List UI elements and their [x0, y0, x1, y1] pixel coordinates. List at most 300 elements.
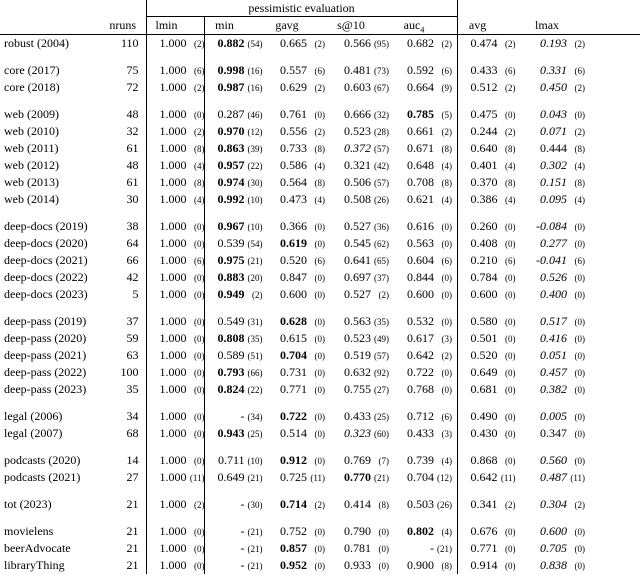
cell-count: (4): [194, 195, 205, 205]
row-label: deep-docs (2019): [4, 219, 88, 233]
table-row: [0, 174, 640, 191]
cell-value: 0.604: [407, 253, 434, 267]
table-row: [0, 106, 640, 123]
cell-count: (0): [194, 544, 205, 554]
cell-value: 0.560: [540, 453, 568, 467]
group-spacer: [0, 96, 640, 106]
cell-value: -: [240, 497, 245, 511]
cell-value: 1.000: [159, 497, 187, 511]
column-header-gavg: gavg: [267, 17, 331, 35]
cell-count: (6): [441, 66, 452, 76]
cell-count: (0): [194, 456, 205, 466]
cell-lmin: [146, 347, 204, 364]
table-row: [0, 286, 640, 303]
cell-min: [204, 540, 267, 557]
cell-value: 0.401: [470, 158, 498, 172]
cell-lmin: [146, 123, 204, 140]
cell-value: 0.600: [280, 287, 307, 301]
cell-gavg: [267, 123, 331, 140]
cell-value: 0.952: [280, 558, 307, 572]
cell-count: (0): [505, 527, 516, 537]
cell-s10: [331, 557, 394, 574]
cell-nruns: 66: [126, 253, 139, 267]
column-header-s10: s@10: [331, 17, 394, 35]
cell-min: [204, 330, 267, 347]
cell-s10: [331, 269, 394, 286]
cell-count: (30): [247, 178, 263, 188]
cell-value: -0.041: [536, 253, 568, 267]
cell-value: 0.321: [344, 158, 371, 172]
cell-value: 0.649: [217, 470, 245, 484]
cell-auc4: [394, 425, 457, 442]
cell-count: (34): [247, 412, 263, 422]
table-row: [0, 35, 640, 53]
row-label: deep-docs (2021): [4, 253, 88, 267]
cell-value: 0.287: [217, 107, 245, 121]
cell-value: 0.457: [540, 365, 568, 379]
column-header-auc4: auc$_4$: [394, 17, 457, 35]
cell-count: (95): [374, 39, 389, 49]
cell-count: (0): [574, 368, 586, 378]
cell-value: 0.711: [217, 453, 245, 467]
cell-count: (2): [505, 83, 516, 93]
table-row: [0, 557, 640, 574]
cell-value: 0.967: [217, 219, 245, 233]
cell-value: 0.615: [280, 331, 307, 345]
cell-count: (6): [194, 256, 205, 266]
row-label: tot (2023): [4, 497, 52, 511]
cell-count: (32): [374, 110, 389, 120]
cell-count: (2): [314, 39, 325, 49]
cell-min: [204, 35, 267, 53]
cell-s10: [331, 157, 394, 174]
cell-value: 0.705: [540, 541, 568, 555]
cell-nruns: 42: [126, 270, 139, 284]
cell-count: (11): [570, 473, 586, 483]
cell-count: (49): [374, 334, 389, 344]
cell-auc4: [394, 364, 457, 381]
cell-value: 0.681: [470, 382, 498, 396]
cell-count: (0): [505, 561, 516, 571]
cell-value: 0.708: [407, 175, 434, 189]
cell-value: 1.000: [159, 158, 187, 172]
cell-count: (6): [505, 256, 516, 266]
cell-s10: [331, 106, 394, 123]
cell-value: 0.802: [407, 524, 434, 538]
cell-nruns: 37: [126, 314, 139, 328]
cell-count: (0): [314, 561, 325, 571]
row-label: core (2018): [4, 80, 60, 94]
cell-auc4: [394, 347, 457, 364]
cell-count: (0): [505, 222, 516, 232]
cell-count: (0): [194, 385, 205, 395]
cell-auc4: [394, 157, 457, 174]
cell-value: 0.882: [217, 36, 245, 50]
cell-min: [204, 235, 267, 252]
cell-value: 0.784: [470, 270, 498, 284]
cell-count: (16): [247, 66, 263, 76]
cell-value: 1.000: [159, 253, 187, 267]
cell-value: 0.566: [344, 36, 371, 50]
cell-count: (0): [194, 351, 205, 361]
cell-count: (31): [247, 317, 263, 327]
cell-nruns: 100: [120, 365, 139, 379]
cell-value: 0.619: [280, 236, 307, 250]
cell-count: (0): [505, 385, 516, 395]
cell-value: 0.975: [217, 253, 245, 267]
cell-count: (3): [441, 334, 452, 344]
cell-lmax: [527, 330, 640, 347]
cell-min: [204, 218, 267, 235]
cell-value: 1.000: [159, 382, 187, 396]
cell-avg: [457, 106, 527, 123]
cell-count: (0): [314, 239, 325, 249]
cell-s10: [331, 35, 394, 53]
cell-lmax: [527, 381, 640, 398]
cell-value: 0.210: [470, 253, 498, 267]
cell-auc4: [394, 523, 457, 540]
cell-count: (12): [437, 473, 452, 483]
cell-value: 0.408: [470, 236, 498, 250]
cell-lmin: [146, 218, 204, 235]
cell-avg: [457, 381, 527, 398]
cell-gavg: [267, 381, 331, 398]
cell-s10: [331, 140, 394, 157]
cell-count: (20): [247, 273, 263, 283]
cell-count: (0): [574, 239, 586, 249]
cell-lmax: [527, 140, 640, 157]
cell-nruns: 61: [126, 175, 139, 189]
cell-nruns: 5: [132, 287, 139, 301]
cell-count: (2): [574, 83, 586, 93]
cell-value: 0.523: [344, 331, 371, 345]
cell-gavg: [267, 269, 331, 286]
cell-value: 0.974: [217, 175, 245, 189]
cell-count: (8): [314, 144, 325, 154]
cell-count: (0): [505, 412, 516, 422]
cell-value: 0.474: [470, 36, 498, 50]
cell-value: 0.527: [344, 219, 371, 233]
cell-value: 1.000: [159, 558, 187, 572]
cell-nruns: 64: [126, 236, 139, 250]
table-row: [0, 364, 640, 381]
cell-count: (11): [310, 473, 325, 483]
cell-value: 0.487: [540, 470, 568, 484]
cell-gavg: [267, 191, 331, 208]
cell-count: (4): [574, 195, 586, 205]
cell-lmin: [146, 140, 204, 157]
cell-s10: [331, 523, 394, 540]
cell-auc4: [394, 235, 457, 252]
cell-count: (0): [314, 368, 325, 378]
cell-auc4: [394, 106, 457, 123]
row-label: deep-pass (2019): [4, 314, 87, 328]
cell-value: 0.043: [540, 107, 568, 121]
cell-lmax: [527, 452, 640, 469]
cell-s10: [331, 381, 394, 398]
cell-count: (26): [437, 500, 452, 510]
cell-value: 1.000: [159, 63, 187, 77]
cell-count: (4): [441, 195, 452, 205]
column-header-name: [0, 17, 100, 35]
cell-value: 0.824: [217, 382, 245, 396]
cell-value: -: [240, 541, 245, 555]
cell-value: 0.793: [217, 365, 245, 379]
cell-count: (0): [505, 368, 516, 378]
cell-count: (0): [574, 290, 586, 300]
cell-min: [204, 425, 267, 442]
cell-value: 0.532: [407, 314, 434, 328]
cell-value: 0.506: [344, 175, 371, 189]
row-label: core (2017): [4, 63, 60, 77]
cell-min: [204, 523, 267, 540]
cell-avg: [457, 123, 527, 140]
cell-count: (0): [194, 222, 205, 232]
cell-lmin: [146, 174, 204, 191]
cell-value: 0.704: [407, 470, 434, 484]
cell-count: (0): [314, 527, 325, 537]
cell-value: 0.523: [344, 124, 371, 138]
cell-count: (21): [247, 561, 263, 571]
table-row: [0, 540, 640, 557]
cell-count: (0): [505, 429, 516, 439]
cell-lmax: [527, 496, 640, 513]
cell-count: (0): [194, 110, 205, 120]
cell-value: 0.771: [470, 541, 498, 555]
cell-count: (8): [194, 178, 205, 188]
table-row: [0, 123, 640, 140]
cell-nruns: 30: [126, 192, 139, 206]
cell-value: 1.000: [159, 141, 187, 155]
cell-count: (65): [374, 256, 389, 266]
row-label: podcasts (2020): [4, 453, 81, 467]
cell-auc4: [394, 174, 457, 191]
cell-min: [204, 106, 267, 123]
table-row: [0, 218, 640, 235]
header-spacer-right: [457, 0, 640, 17]
cell-count: (0): [441, 368, 452, 378]
cell-avg: [457, 140, 527, 157]
cell-auc4: [394, 62, 457, 79]
cell-count: (2): [441, 127, 452, 137]
cell-count: (0): [574, 527, 586, 537]
cell-lmax: [527, 408, 640, 425]
cell-avg: [457, 364, 527, 381]
cell-gavg: [267, 286, 331, 303]
cell-value: 0.563: [407, 236, 434, 250]
cell-nruns: 63: [126, 348, 139, 362]
cell-lmin: [146, 286, 204, 303]
cell-value: 0.790: [344, 524, 371, 538]
group-header-row: [0, 0, 640, 17]
cell-min: [204, 174, 267, 191]
cell-count: (2): [441, 39, 452, 49]
cell-min: [204, 469, 267, 486]
cell-auc4: [394, 330, 457, 347]
cell-value: 0.433: [344, 409, 371, 423]
cell-lmin: [146, 62, 204, 79]
cell-count: (21): [374, 473, 389, 483]
cell-count: (16): [247, 83, 263, 93]
row-label: deep-pass (2021): [4, 348, 87, 362]
cell-value: 0.051: [540, 348, 568, 362]
cell-count: (67): [374, 83, 389, 93]
cell-gavg: [267, 235, 331, 252]
cell-count: (8): [441, 561, 452, 571]
cell-auc4: [394, 452, 457, 469]
cell-avg: [457, 469, 527, 486]
cell-count: (0): [574, 110, 586, 120]
cell-value: 0.475: [470, 107, 498, 121]
cell-count: (0): [194, 334, 205, 344]
cell-avg: [457, 62, 527, 79]
cell-value: 0.933: [344, 558, 371, 572]
cell-value: 0.545: [344, 236, 371, 250]
cell-lmax: [527, 174, 640, 191]
cell-value: 0.549: [217, 314, 245, 328]
cell-value: 0.557: [280, 63, 307, 77]
cell-lmax: [527, 235, 640, 252]
cell-count: (0): [574, 456, 586, 466]
cell-auc4: [394, 123, 457, 140]
cell-s10: [331, 62, 394, 79]
cell-value: 0.580: [470, 314, 498, 328]
table-row: [0, 523, 640, 540]
cell-value: 0.071: [540, 124, 568, 138]
cell-count: (8): [505, 178, 516, 188]
cell-lmin: [146, 540, 204, 557]
cell-nruns: 48: [126, 158, 139, 172]
cell-lmax: [527, 191, 640, 208]
cell-lmax: [527, 79, 640, 96]
group-spacer: [0, 208, 640, 218]
cell-s10: [331, 347, 394, 364]
cell-count: (2): [441, 351, 452, 361]
cell-gavg: [267, 106, 331, 123]
table-row: [0, 191, 640, 208]
cell-value: 0.676: [470, 524, 498, 538]
cell-count: (22): [247, 385, 263, 395]
row-label: web (2009): [4, 107, 59, 121]
cell-auc4: [394, 496, 457, 513]
cell-count: (6): [314, 66, 325, 76]
cell-value: 1.000: [159, 541, 187, 555]
cell-value: 0.761: [280, 107, 307, 121]
cell-value: 0.600: [407, 287, 434, 301]
cell-count: (2): [574, 500, 586, 510]
cell-lmin: [146, 313, 204, 330]
table-row: [0, 157, 640, 174]
cell-s10: [331, 452, 394, 469]
cell-lmin: [146, 252, 204, 269]
cell-nruns: 72: [126, 80, 139, 94]
cell-nruns: 21: [126, 524, 139, 538]
cell-min: [204, 140, 267, 157]
cell-value: 0.005: [540, 409, 568, 423]
cell-nruns: 14: [126, 453, 139, 467]
cell-value: 0.520: [470, 348, 498, 362]
cell-value: 0.193: [540, 36, 568, 50]
cell-value: 0.600: [540, 524, 568, 538]
cell-count: (6): [194, 66, 205, 76]
cell-count: (2): [314, 500, 325, 510]
cell-auc4: [394, 540, 457, 557]
cell-count: (35): [374, 317, 389, 327]
cell-value: 0.632: [344, 365, 371, 379]
cell-value: 0.527: [344, 287, 371, 301]
cell-lmax: [527, 218, 640, 235]
cell-gavg: [267, 364, 331, 381]
cell-nruns: 110: [120, 36, 139, 50]
cell-value: 1.000: [159, 219, 187, 233]
cell-count: (8): [378, 500, 389, 510]
cell-count: (26): [374, 195, 389, 205]
cell-value: 0.992: [217, 192, 245, 206]
cell-count: (0): [378, 561, 389, 571]
cell-auc4: [394, 469, 457, 486]
table-row: [0, 62, 640, 79]
cell-count: (4): [505, 195, 516, 205]
cell-count: (21): [247, 256, 263, 266]
cell-lmin: [146, 408, 204, 425]
cell-nruns: 27: [126, 470, 139, 484]
cell-value: 1.000: [159, 524, 187, 538]
cell-value: 0.520: [280, 253, 307, 267]
cell-count: (0): [314, 273, 325, 283]
cell-avg: [457, 557, 527, 574]
cell-count: (0): [194, 239, 205, 249]
cell-s10: [331, 313, 394, 330]
cell-value: 0.628: [280, 314, 307, 328]
cell-avg: [457, 347, 527, 364]
cell-gavg: [267, 157, 331, 174]
row-label: legal (2007): [4, 426, 63, 440]
cell-value: 0.629: [280, 80, 307, 94]
cell-count: (4): [314, 161, 325, 171]
cell-count: (0): [441, 290, 452, 300]
row-label: beerAdvocate: [4, 541, 71, 555]
cell-count: (37): [374, 273, 389, 283]
table-row: [0, 252, 640, 269]
cell-value: 0.331: [540, 63, 568, 77]
cell-count: (10): [247, 222, 263, 232]
cell-count: (0): [378, 527, 389, 537]
cell-value: 1.000: [159, 80, 187, 94]
cell-auc4: [394, 140, 457, 157]
cell-avg: [457, 313, 527, 330]
table-header: [0, 0, 640, 35]
cell-count: (0): [505, 273, 516, 283]
table-row: [0, 347, 640, 364]
cell-lmax: [527, 313, 640, 330]
cell-gavg: [267, 140, 331, 157]
cell-value: 1.000: [159, 175, 187, 189]
cell-count: (11): [500, 473, 516, 483]
cell-count: (6): [574, 256, 586, 266]
cell-count: (0): [378, 544, 389, 554]
cell-count: (0): [505, 351, 516, 361]
cell-value: 0.725: [280, 470, 307, 484]
cell-value: 0.617: [407, 331, 434, 345]
cell-lmax: [527, 557, 640, 574]
cell-count: (2): [194, 500, 205, 510]
cell-value: 1.000: [159, 270, 187, 284]
table-row: [0, 79, 640, 96]
cell-value: 1.000: [159, 36, 187, 50]
cell-s10: [331, 191, 394, 208]
row-label: deep-docs (2020): [4, 236, 88, 250]
column-header-lmax: lmax: [527, 17, 640, 35]
